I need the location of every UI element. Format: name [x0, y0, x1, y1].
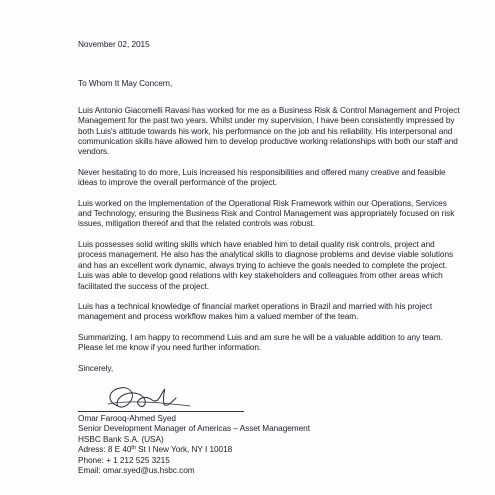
signer-email: Email: omar.syed@us.hsbc.com — [78, 465, 195, 475]
paragraph-3: Luis worked on the implementation of the Operational Risk Framework within our Operations, Services and Technology, ensuring the Business Risk and Control Management was appropriately focused on risk issues, mitigation thereof and that the related controls was robust. — [78, 198, 455, 229]
handwritten-signature — [78, 380, 248, 414]
signer-name: Omar Farooq-Ahmed Syed — [78, 413, 176, 423]
signer-address — [78, 445, 462, 455]
address-suffix: St I New York, NY I 10018 — [135, 445, 233, 455]
signer-title: Senior Development Manager of Americas – Asset Management — [78, 424, 310, 434]
signer-block — [78, 414, 462, 476]
closing: Sincerely, — [78, 363, 114, 373]
signature-line — [78, 411, 244, 412]
paragraph-6: Summarizing, I am happy to recommend Luis and am sure he will be a valuable addition to any team. Please let me know if you need further information. — [78, 332, 443, 353]
address-prefix: Adress: 8 E 40 — [78, 445, 132, 455]
letter-body — [78, 40, 462, 476]
paragraph-5: Luis has a technical knowledge of financial market operations in Brazil and married with his project management and process workflow makes him a valued member of the team. — [78, 301, 433, 322]
signature — [78, 380, 248, 414]
letter-date: November 02, 2015 — [78, 40, 150, 49]
paragraph-1: Luis Antonio Giacomelli Ravasi has worked for me as a Business Risk & Control Management and Project Management for the past two years. Whilst under my supervision, I have been consistently impressed by both Luis's attitude towards his work, his performance on the job and his reliability. His interpersonal and communication skills have allowed him to develop productive working relationships with both our staff and vendors. — [78, 105, 460, 157]
signer-company: HSBC Bank S.A. (USA) — [78, 434, 164, 444]
paragraph-4: Luis possesses solid writing skills which have enabled him to detail quality risk controls, project and process management. He also has the analytical skills to diagnose problems and devise viable solutions and has an excellent work dynamic, always trying to achieve the goals needed to complete the project. Luis was able to develop good relations with key stakeholders and colleagues from other areas which facilitated the success of the project. — [78, 239, 454, 291]
salutation: To Whom It May Concern, — [78, 79, 173, 89]
address-ordinal: th — [131, 445, 136, 452]
signer-phone: Phone: + 1 212 525 3215 — [78, 455, 170, 465]
paragraph-2: Never hesitating to do more, Luis increased his responsibilities and offered many creative and feasible ideas to improve the overall performance of the project. — [78, 167, 446, 188]
